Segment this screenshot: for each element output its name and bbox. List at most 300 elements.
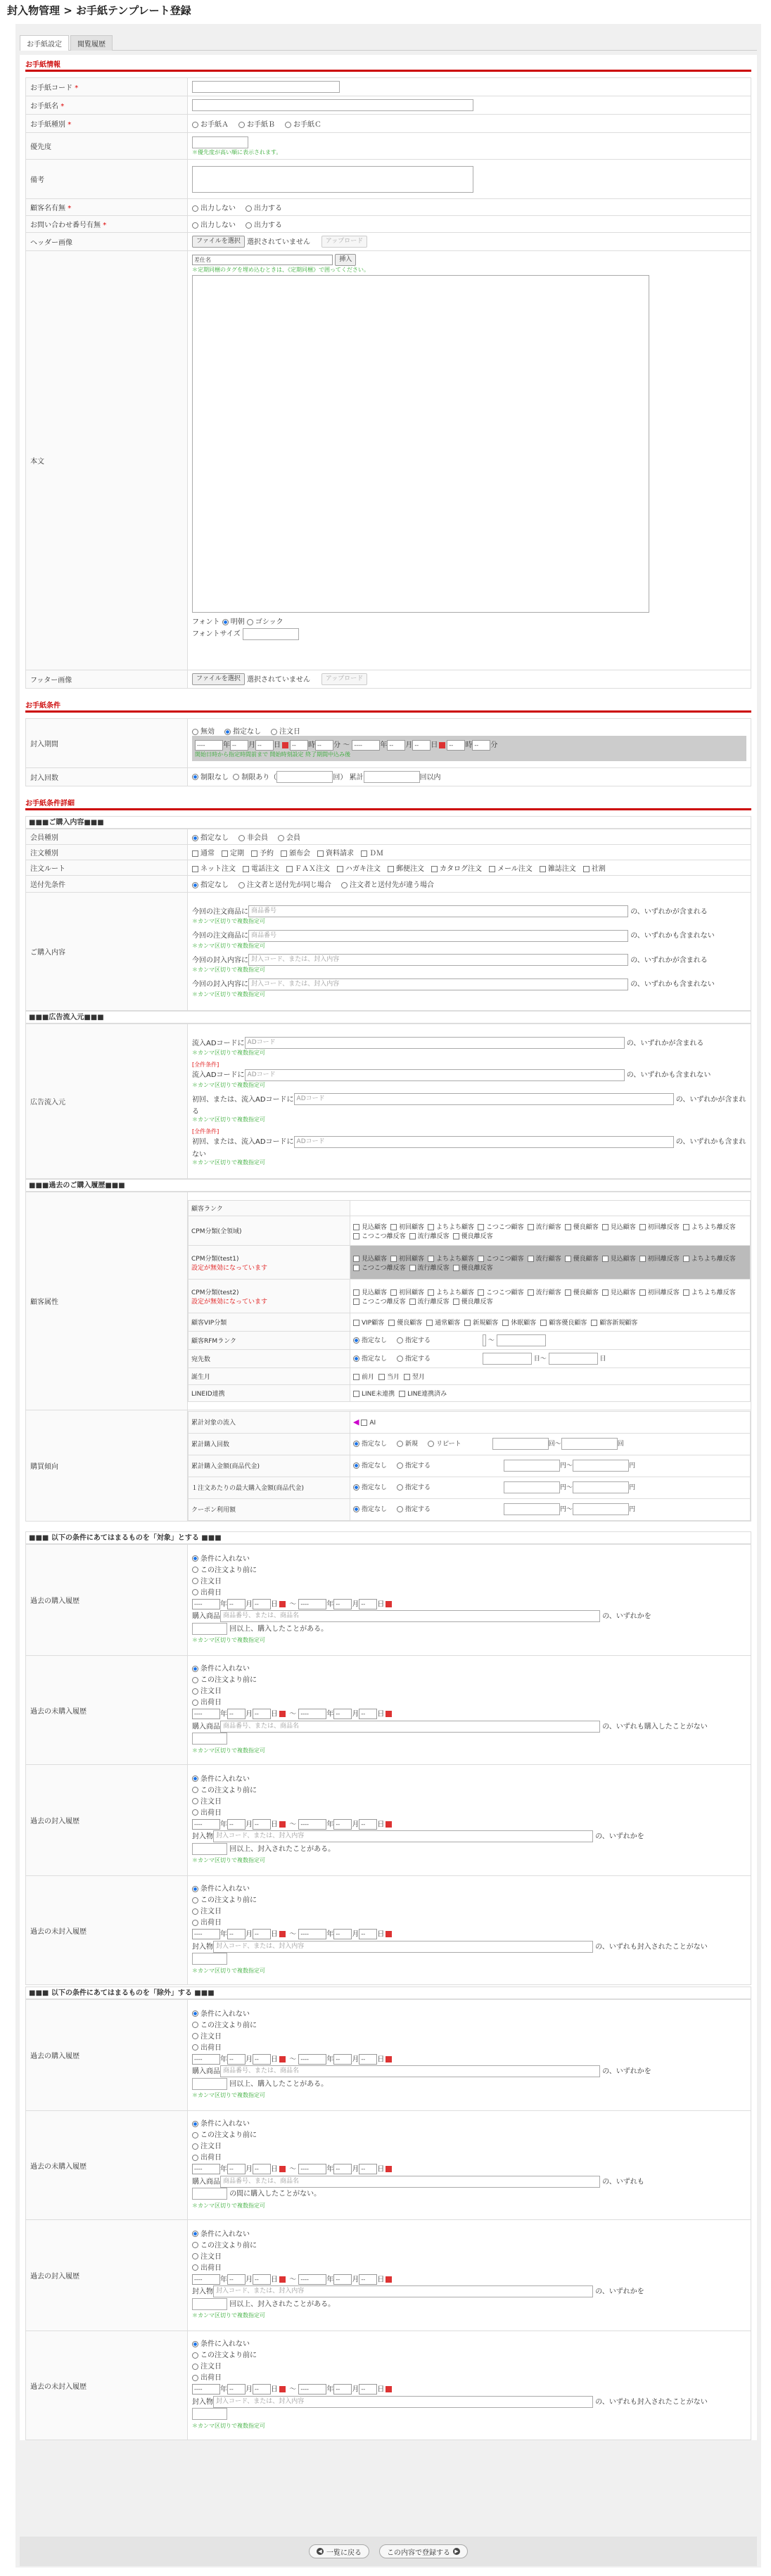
hist-end-day-4[interactable]: -- <box>359 2054 377 2065</box>
period-start-minute[interactable]: -- <box>315 740 333 751</box>
cpm-check[interactable] <box>428 1224 434 1230</box>
dm-radio-1[interactable] <box>397 1356 403 1362</box>
rfm-radio-1[interactable] <box>397 1337 403 1344</box>
hist-radio[interactable] <box>192 1809 198 1816</box>
hist-count-input[interactable] <box>192 2298 227 2310</box>
member-radio-0[interactable] <box>192 835 198 841</box>
bh-radio[interactable] <box>353 1484 359 1491</box>
member-radio-1[interactable] <box>238 835 245 841</box>
cpm-option-4[interactable] <box>528 1287 561 1296</box>
cpm-check[interactable] <box>353 1233 359 1239</box>
hist-start-month-1[interactable]: -- <box>227 1709 246 1719</box>
line-option-1[interactable] <box>399 1389 447 1398</box>
hist-radio[interactable] <box>192 1798 198 1804</box>
order-route-option-5[interactable] <box>431 862 482 873</box>
cpm-option-8[interactable] <box>683 1287 736 1296</box>
cpm-option-9[interactable] <box>353 1296 406 1306</box>
hist-end-year-1[interactable]: ---- <box>298 1709 326 1719</box>
hist-end-day-5[interactable]: -- <box>359 2164 377 2174</box>
ad-row-input[interactable]: ADコード <box>294 1093 674 1105</box>
order-type-option-1[interactable] <box>222 847 244 857</box>
hist-end-day-3[interactable]: -- <box>359 1929 377 1939</box>
calendar-icon[interactable] <box>386 1711 392 1717</box>
cpm-option-0[interactable] <box>353 1287 387 1296</box>
hist-option-0[interactable] <box>192 1774 746 1785</box>
hist-radio[interactable] <box>192 2143 198 2150</box>
period-end-day-1[interactable]: -- <box>412 740 431 751</box>
hist-count-input[interactable] <box>192 2188 227 2200</box>
dm-from[interactable] <box>483 1353 532 1365</box>
vip-option-1[interactable] <box>388 1318 422 1327</box>
hist-radio[interactable] <box>192 2121 198 2127</box>
type-option-2[interactable] <box>285 118 321 129</box>
period-option-2[interactable] <box>271 725 300 736</box>
hist-radio[interactable] <box>192 2352 198 2359</box>
cpm-option-1[interactable] <box>390 1222 424 1231</box>
bh-radio[interactable] <box>353 1462 359 1469</box>
hist-start-year-4[interactable]: ---- <box>192 2054 220 2065</box>
type-radio-1[interactable] <box>238 122 245 128</box>
calendar-icon[interactable] <box>279 2386 286 2392</box>
save-button[interactable] <box>379 2544 468 2558</box>
hist-start-day-7[interactable]: -- <box>253 2384 271 2395</box>
dm-radio-0[interactable] <box>353 1356 359 1362</box>
insert-button[interactable]: 挿入 <box>335 254 356 266</box>
bh-radio[interactable] <box>397 1462 403 1469</box>
cpm-option-5[interactable] <box>565 1254 599 1263</box>
cpm-check[interactable] <box>409 1265 416 1271</box>
hist-start-day-2[interactable]: -- <box>253 1819 271 1830</box>
hist-radio[interactable] <box>192 1920 198 1926</box>
hist-radio[interactable] <box>192 1897 198 1904</box>
bh-option[interactable] <box>397 1504 431 1513</box>
cpm-check[interactable] <box>602 1289 608 1296</box>
hist-start-day-1[interactable]: -- <box>253 1709 271 1719</box>
calendar-icon[interactable] <box>279 1711 286 1717</box>
period-radio-2[interactable] <box>271 729 277 735</box>
member-option-0[interactable] <box>192 831 229 842</box>
bh-from[interactable] <box>504 1481 560 1493</box>
hist-option-1[interactable] <box>192 1565 746 1576</box>
order-route-option-3[interactable] <box>337 862 381 873</box>
vip-check[interactable] <box>502 1320 509 1326</box>
cpm-check[interactable] <box>353 1265 359 1271</box>
hist-end-year-4[interactable]: ---- <box>298 2054 326 2065</box>
period-end-minute[interactable]: -- <box>472 740 490 751</box>
order-route-option-7[interactable] <box>540 862 576 873</box>
calendar-icon[interactable] <box>386 1601 392 1607</box>
period-end-month-1[interactable]: -- <box>387 740 405 751</box>
inquiry-option-1[interactable] <box>246 219 282 229</box>
cpm-option-7[interactable] <box>639 1222 680 1231</box>
vip-option-6[interactable] <box>591 1318 637 1327</box>
period-start-year-0[interactable]: ---- <box>195 740 223 751</box>
hist-radio[interactable] <box>192 2341 198 2347</box>
bh-from[interactable] <box>504 1460 560 1472</box>
count-total-input[interactable] <box>364 771 420 783</box>
order-route-check-8[interactable] <box>583 866 590 872</box>
cpm-check[interactable] <box>683 1224 689 1230</box>
cpm-check[interactable] <box>428 1256 434 1262</box>
type-option-0[interactable] <box>192 118 229 129</box>
hist-start-day-3[interactable]: -- <box>253 1929 271 1939</box>
hist-start-month-5[interactable]: -- <box>227 2164 246 2174</box>
hist-radio[interactable] <box>192 2253 198 2259</box>
vip-option-5[interactable] <box>540 1318 587 1327</box>
cpm-check[interactable] <box>390 1256 397 1262</box>
hist-end-year-6[interactable]: ---- <box>298 2274 326 2285</box>
hist-option-2[interactable] <box>192 2032 746 2043</box>
cpm-check[interactable] <box>683 1289 689 1296</box>
order-type-option-3[interactable] <box>281 847 310 857</box>
cpm-check[interactable] <box>639 1224 646 1230</box>
bh-to[interactable] <box>573 1460 629 1472</box>
order-type-option-2[interactable] <box>251 847 274 857</box>
ad-row-input[interactable]: ADコード <box>245 1069 625 1081</box>
cpm-option-11[interactable] <box>453 1263 493 1272</box>
order-route-check-4[interactable] <box>388 866 394 872</box>
cpm-option-1[interactable] <box>390 1254 424 1263</box>
hist-end-month-2[interactable]: -- <box>333 1819 352 1830</box>
calendar-icon[interactable] <box>386 2386 392 2392</box>
cpm-check[interactable] <box>602 1256 608 1262</box>
cpm-check[interactable] <box>565 1289 571 1296</box>
ship-option-1[interactable] <box>238 879 331 889</box>
rfm-from[interactable] <box>483 1334 486 1346</box>
ship-radio-2[interactable] <box>341 882 348 888</box>
hist-option-2[interactable] <box>192 2141 746 2153</box>
order-route-option-2[interactable] <box>286 862 330 873</box>
font-gothic-radio[interactable] <box>247 619 253 625</box>
birth-check[interactable] <box>404 1374 410 1380</box>
cpm-check[interactable] <box>390 1224 397 1230</box>
count-input[interactable] <box>276 771 333 783</box>
hist-count-input[interactable] <box>192 1733 227 1745</box>
period-radio-0[interactable] <box>192 729 198 735</box>
hist-field-input[interactable]: 封入コード、または、封入内容 <box>213 2285 593 2297</box>
cpm-option-3[interactable] <box>478 1287 524 1296</box>
hist-end-month-1[interactable]: -- <box>333 1709 352 1719</box>
hist-radio[interactable] <box>192 1787 198 1793</box>
hist-end-month-4[interactable]: -- <box>333 2054 352 2065</box>
hist-option-0[interactable] <box>192 2339 746 2350</box>
footer-upload-button[interactable]: アップロード <box>321 673 367 685</box>
rfm-option-1[interactable] <box>397 1335 431 1344</box>
cpm-check[interactable] <box>683 1256 689 1262</box>
ship-radio-1[interactable] <box>238 882 245 888</box>
cpm-option-11[interactable] <box>453 1296 493 1306</box>
cpm-check[interactable] <box>528 1224 534 1230</box>
bh-to[interactable] <box>561 1438 618 1450</box>
calendar-icon[interactable] <box>386 1931 392 1937</box>
hist-field-input[interactable]: 商品番号、または、商品名 <box>220 2065 600 2077</box>
bh-radio[interactable] <box>397 1484 403 1491</box>
hist-radio[interactable] <box>192 2231 198 2237</box>
cpm-option-4[interactable] <box>528 1222 561 1231</box>
cpm-check[interactable] <box>428 1289 434 1296</box>
hist-start-year-7[interactable]: ---- <box>192 2384 220 2395</box>
vip-option-4[interactable] <box>502 1318 536 1327</box>
bh-to[interactable] <box>573 1481 629 1493</box>
type-radio-2[interactable] <box>285 122 291 128</box>
hist-option-3[interactable] <box>192 2153 746 2164</box>
hist-end-year-0[interactable]: ---- <box>298 1599 326 1609</box>
hist-end-month-3[interactable]: -- <box>333 1929 352 1939</box>
hist-option-1[interactable] <box>192 2020 746 2032</box>
birth-option-2[interactable] <box>404 1372 425 1381</box>
hist-option-0[interactable] <box>192 1554 746 1565</box>
hist-start-year-5[interactable]: ---- <box>192 2164 220 2174</box>
hist-radio[interactable] <box>192 2044 198 2051</box>
hist-start-day-5[interactable]: -- <box>253 2164 271 2174</box>
hist-end-month-6[interactable]: -- <box>333 2274 352 2285</box>
hist-radio[interactable] <box>192 1589 198 1595</box>
line-check[interactable] <box>399 1391 405 1397</box>
hist-radio[interactable] <box>192 1666 198 1672</box>
cpm-check[interactable] <box>453 1299 459 1305</box>
hist-end-day-0[interactable]: -- <box>359 1599 377 1609</box>
hist-option-1[interactable] <box>192 1895 746 1906</box>
hist-radio[interactable] <box>192 2375 198 2381</box>
dm-to[interactable] <box>549 1353 598 1365</box>
cpm-check[interactable] <box>528 1289 534 1296</box>
cpm-check[interactable] <box>453 1265 459 1271</box>
birth-option-1[interactable] <box>378 1372 400 1381</box>
hist-end-year-5[interactable]: ---- <box>298 2164 326 2174</box>
period-end-hour[interactable]: -- <box>447 740 465 751</box>
hist-start-year-3[interactable]: ---- <box>192 1929 220 1939</box>
hist-option-3[interactable] <box>192 2263 746 2274</box>
body-textarea[interactable] <box>192 275 649 613</box>
cpm-option-10[interactable] <box>409 1296 450 1306</box>
hist-count-input[interactable] <box>192 1623 227 1635</box>
order-route-option-8[interactable] <box>583 862 606 873</box>
hist-option-3[interactable] <box>192 2043 746 2054</box>
hist-option-2[interactable] <box>192 1686 746 1697</box>
cpm-option-7[interactable] <box>639 1287 680 1296</box>
hist-end-day-2[interactable]: -- <box>359 1819 377 1830</box>
calendar-icon[interactable] <box>386 2276 392 2283</box>
hist-option-1[interactable] <box>192 1675 746 1686</box>
content-row-input[interactable]: 封入コード、または、封入内容 <box>248 954 628 966</box>
hist-option-0[interactable] <box>192 2009 746 2020</box>
cpm-option-10[interactable] <box>409 1263 450 1272</box>
cpm-option-4[interactable] <box>528 1254 561 1263</box>
hist-option-1[interactable] <box>192 1785 746 1797</box>
cpm-option-6[interactable] <box>602 1287 636 1296</box>
addressee-option-0[interactable] <box>192 202 236 212</box>
member-option-2[interactable] <box>278 831 300 842</box>
type-radio-0[interactable] <box>192 122 198 128</box>
cpm-check[interactable] <box>353 1289 359 1296</box>
body-tag-select[interactable]: 差仕名 <box>192 255 333 265</box>
hist-end-day-6[interactable]: -- <box>359 2274 377 2285</box>
bh-option[interactable] <box>397 1439 418 1448</box>
hist-radio[interactable] <box>192 2010 198 2017</box>
rfm-to[interactable] <box>497 1334 546 1346</box>
period-end-year-1[interactable]: ---- <box>352 740 380 751</box>
line-option-0[interactable] <box>353 1389 395 1398</box>
hist-field-input[interactable]: 封入コード、または、封入内容 <box>213 1830 593 1842</box>
font-mincho-radio[interactable] <box>222 619 229 625</box>
hist-end-month-5[interactable]: -- <box>333 2164 352 2174</box>
cpm-check[interactable] <box>390 1289 397 1296</box>
hist-start-month-3[interactable]: -- <box>227 1929 246 1939</box>
hist-option-3[interactable] <box>192 1808 746 1819</box>
order-route-check-7[interactable] <box>540 866 546 872</box>
hist-radio[interactable] <box>192 2242 198 2248</box>
hist-radio[interactable] <box>192 1775 198 1782</box>
period-start-month-0[interactable]: -- <box>230 740 248 751</box>
hist-option-2[interactable] <box>192 2252 746 2263</box>
cpm-option-7[interactable] <box>639 1254 680 1263</box>
cpm-check[interactable] <box>353 1256 359 1262</box>
hist-option-2[interactable] <box>192 1797 746 1808</box>
cpm-option-8[interactable] <box>683 1254 736 1263</box>
hist-count-input[interactable] <box>192 2078 227 2090</box>
calendar-icon[interactable] <box>279 2166 286 2172</box>
calendar-icon[interactable] <box>279 1821 286 1828</box>
hist-option-2[interactable] <box>192 1576 746 1588</box>
code-input[interactable] <box>192 81 340 93</box>
member-option-1[interactable] <box>238 831 268 842</box>
cpm-option-0[interactable] <box>353 1254 387 1263</box>
calendar-icon[interactable] <box>439 742 445 748</box>
hist-end-month-7[interactable]: -- <box>333 2384 352 2395</box>
cpm-option-8[interactable] <box>683 1222 736 1231</box>
ship-radio-0[interactable] <box>192 882 198 888</box>
birth-check[interactable] <box>378 1374 385 1380</box>
birth-option-0[interactable] <box>353 1372 374 1381</box>
bh-from[interactable] <box>492 1438 549 1450</box>
cpm-option-3[interactable] <box>478 1254 524 1263</box>
tab-letter-settings[interactable]: お手紙設定 <box>20 35 69 51</box>
hist-end-day-1[interactable]: -- <box>359 1709 377 1719</box>
rfm-radio-0[interactable] <box>353 1337 359 1344</box>
bh-radio[interactable] <box>428 1441 434 1447</box>
cpm-option-3[interactable] <box>478 1222 524 1231</box>
hist-field-input[interactable]: 封入コード、または、封入内容 <box>213 1941 593 1953</box>
dm-option-0[interactable] <box>353 1353 387 1363</box>
bh-option[interactable] <box>397 1460 431 1469</box>
bh-option[interactable] <box>353 1504 387 1513</box>
addressee-radio-1[interactable] <box>246 205 252 212</box>
ship-option-2[interactable] <box>341 879 434 889</box>
ad-row-input[interactable]: ADコード <box>294 1136 674 1148</box>
cpm-check[interactable] <box>453 1233 459 1239</box>
footer-file-button[interactable]: ファイルを選択 <box>192 673 245 685</box>
bh-from[interactable] <box>504 1503 560 1515</box>
dm-option-1[interactable] <box>397 1353 431 1363</box>
hist-start-day-0[interactable]: -- <box>253 1599 271 1609</box>
cpm-check[interactable] <box>639 1289 646 1296</box>
cpm-check[interactable] <box>478 1224 484 1230</box>
hist-radio[interactable] <box>192 1567 198 1573</box>
period-radio-1[interactable] <box>224 729 231 735</box>
hist-start-month-7[interactable]: -- <box>227 2384 246 2395</box>
bh-option[interactable] <box>353 1439 387 1448</box>
cpm-check[interactable] <box>409 1299 416 1305</box>
ai-check[interactable] <box>361 1420 367 1426</box>
inquiry-radio-0[interactable] <box>192 222 198 229</box>
vip-check[interactable] <box>426 1320 433 1326</box>
hist-option-3[interactable] <box>192 1588 746 1599</box>
hist-option-1[interactable] <box>192 2350 746 2361</box>
hist-field-input[interactable]: 商品番号、または、商品名 <box>220 2176 600 2188</box>
hist-field-input[interactable]: 封入コード、または、封入内容 <box>213 2396 593 2408</box>
tab-history[interactable]: 閲覧履歴 <box>70 35 113 51</box>
hist-radio[interactable] <box>192 1688 198 1695</box>
ship-option-0[interactable] <box>192 879 229 889</box>
hist-field-input[interactable]: 商品番号、または、商品名 <box>220 1721 600 1733</box>
hist-radio[interactable] <box>192 2264 198 2271</box>
calendar-icon[interactable] <box>386 1821 392 1828</box>
bh-radio[interactable] <box>353 1441 359 1447</box>
hist-radio[interactable] <box>192 2364 198 2370</box>
bh-radio[interactable] <box>397 1506 403 1512</box>
cpm-check[interactable] <box>353 1299 359 1305</box>
cpm-check[interactable] <box>565 1224 571 1230</box>
cpm-option-0[interactable] <box>353 1222 387 1231</box>
order-type-option-5[interactable] <box>361 847 383 857</box>
ad-row-input[interactable]: ADコード <box>245 1037 625 1049</box>
hist-end-month-0[interactable]: -- <box>333 1599 352 1609</box>
content-row-input[interactable]: 商品番号 <box>248 930 628 942</box>
cpm-option-10[interactable] <box>409 1231 450 1240</box>
name-input[interactable] <box>192 99 473 111</box>
calendar-icon[interactable] <box>282 742 288 748</box>
order-route-check-1[interactable] <box>243 866 249 872</box>
vip-check[interactable] <box>388 1320 395 1326</box>
cpm-option-9[interactable] <box>353 1231 406 1240</box>
vip-check[interactable] <box>464 1320 471 1326</box>
hist-option-0[interactable] <box>192 1884 746 1895</box>
cpm-option-5[interactable] <box>565 1222 599 1231</box>
hist-start-month-2[interactable]: -- <box>227 1819 246 1830</box>
calendar-icon[interactable] <box>386 2166 392 2172</box>
header-file-button[interactable]: ファイルを選択 <box>192 236 245 248</box>
cpm-option-2[interactable] <box>428 1254 474 1263</box>
order-type-check-1[interactable] <box>222 850 228 857</box>
hist-radio[interactable] <box>192 2132 198 2138</box>
hist-option-3[interactable] <box>192 1697 746 1709</box>
hist-start-year-0[interactable]: ---- <box>192 1599 220 1609</box>
hist-option-3[interactable] <box>192 2373 746 2384</box>
bh-radio[interactable] <box>397 1441 403 1447</box>
hist-start-month-0[interactable]: -- <box>227 1599 246 1609</box>
priority-input[interactable] <box>192 136 248 148</box>
order-route-check-0[interactable] <box>192 866 198 872</box>
hist-radio[interactable] <box>192 2022 198 2028</box>
addressee-radio-0[interactable] <box>192 205 198 212</box>
hist-start-year-1[interactable]: ---- <box>192 1709 220 1719</box>
order-route-check-6[interactable] <box>489 866 495 872</box>
hist-option-2[interactable] <box>192 1906 746 1918</box>
cpm-option-2[interactable] <box>428 1222 474 1231</box>
rfm-option-0[interactable] <box>353 1335 387 1344</box>
cpm-option-6[interactable] <box>602 1222 636 1231</box>
calendar-icon[interactable] <box>279 2056 286 2062</box>
line-check[interactable] <box>353 1391 359 1397</box>
period-option-1[interactable] <box>224 725 261 736</box>
vip-check[interactable] <box>353 1320 359 1326</box>
hist-start-year-2[interactable]: ---- <box>192 1819 220 1830</box>
hist-end-year-3[interactable]: ---- <box>298 1929 326 1939</box>
cpm-check[interactable] <box>528 1256 534 1262</box>
cpm-option-9[interactable] <box>353 1263 406 1272</box>
bh-option[interactable] <box>397 1482 431 1491</box>
back-button[interactable] <box>309 2544 369 2558</box>
